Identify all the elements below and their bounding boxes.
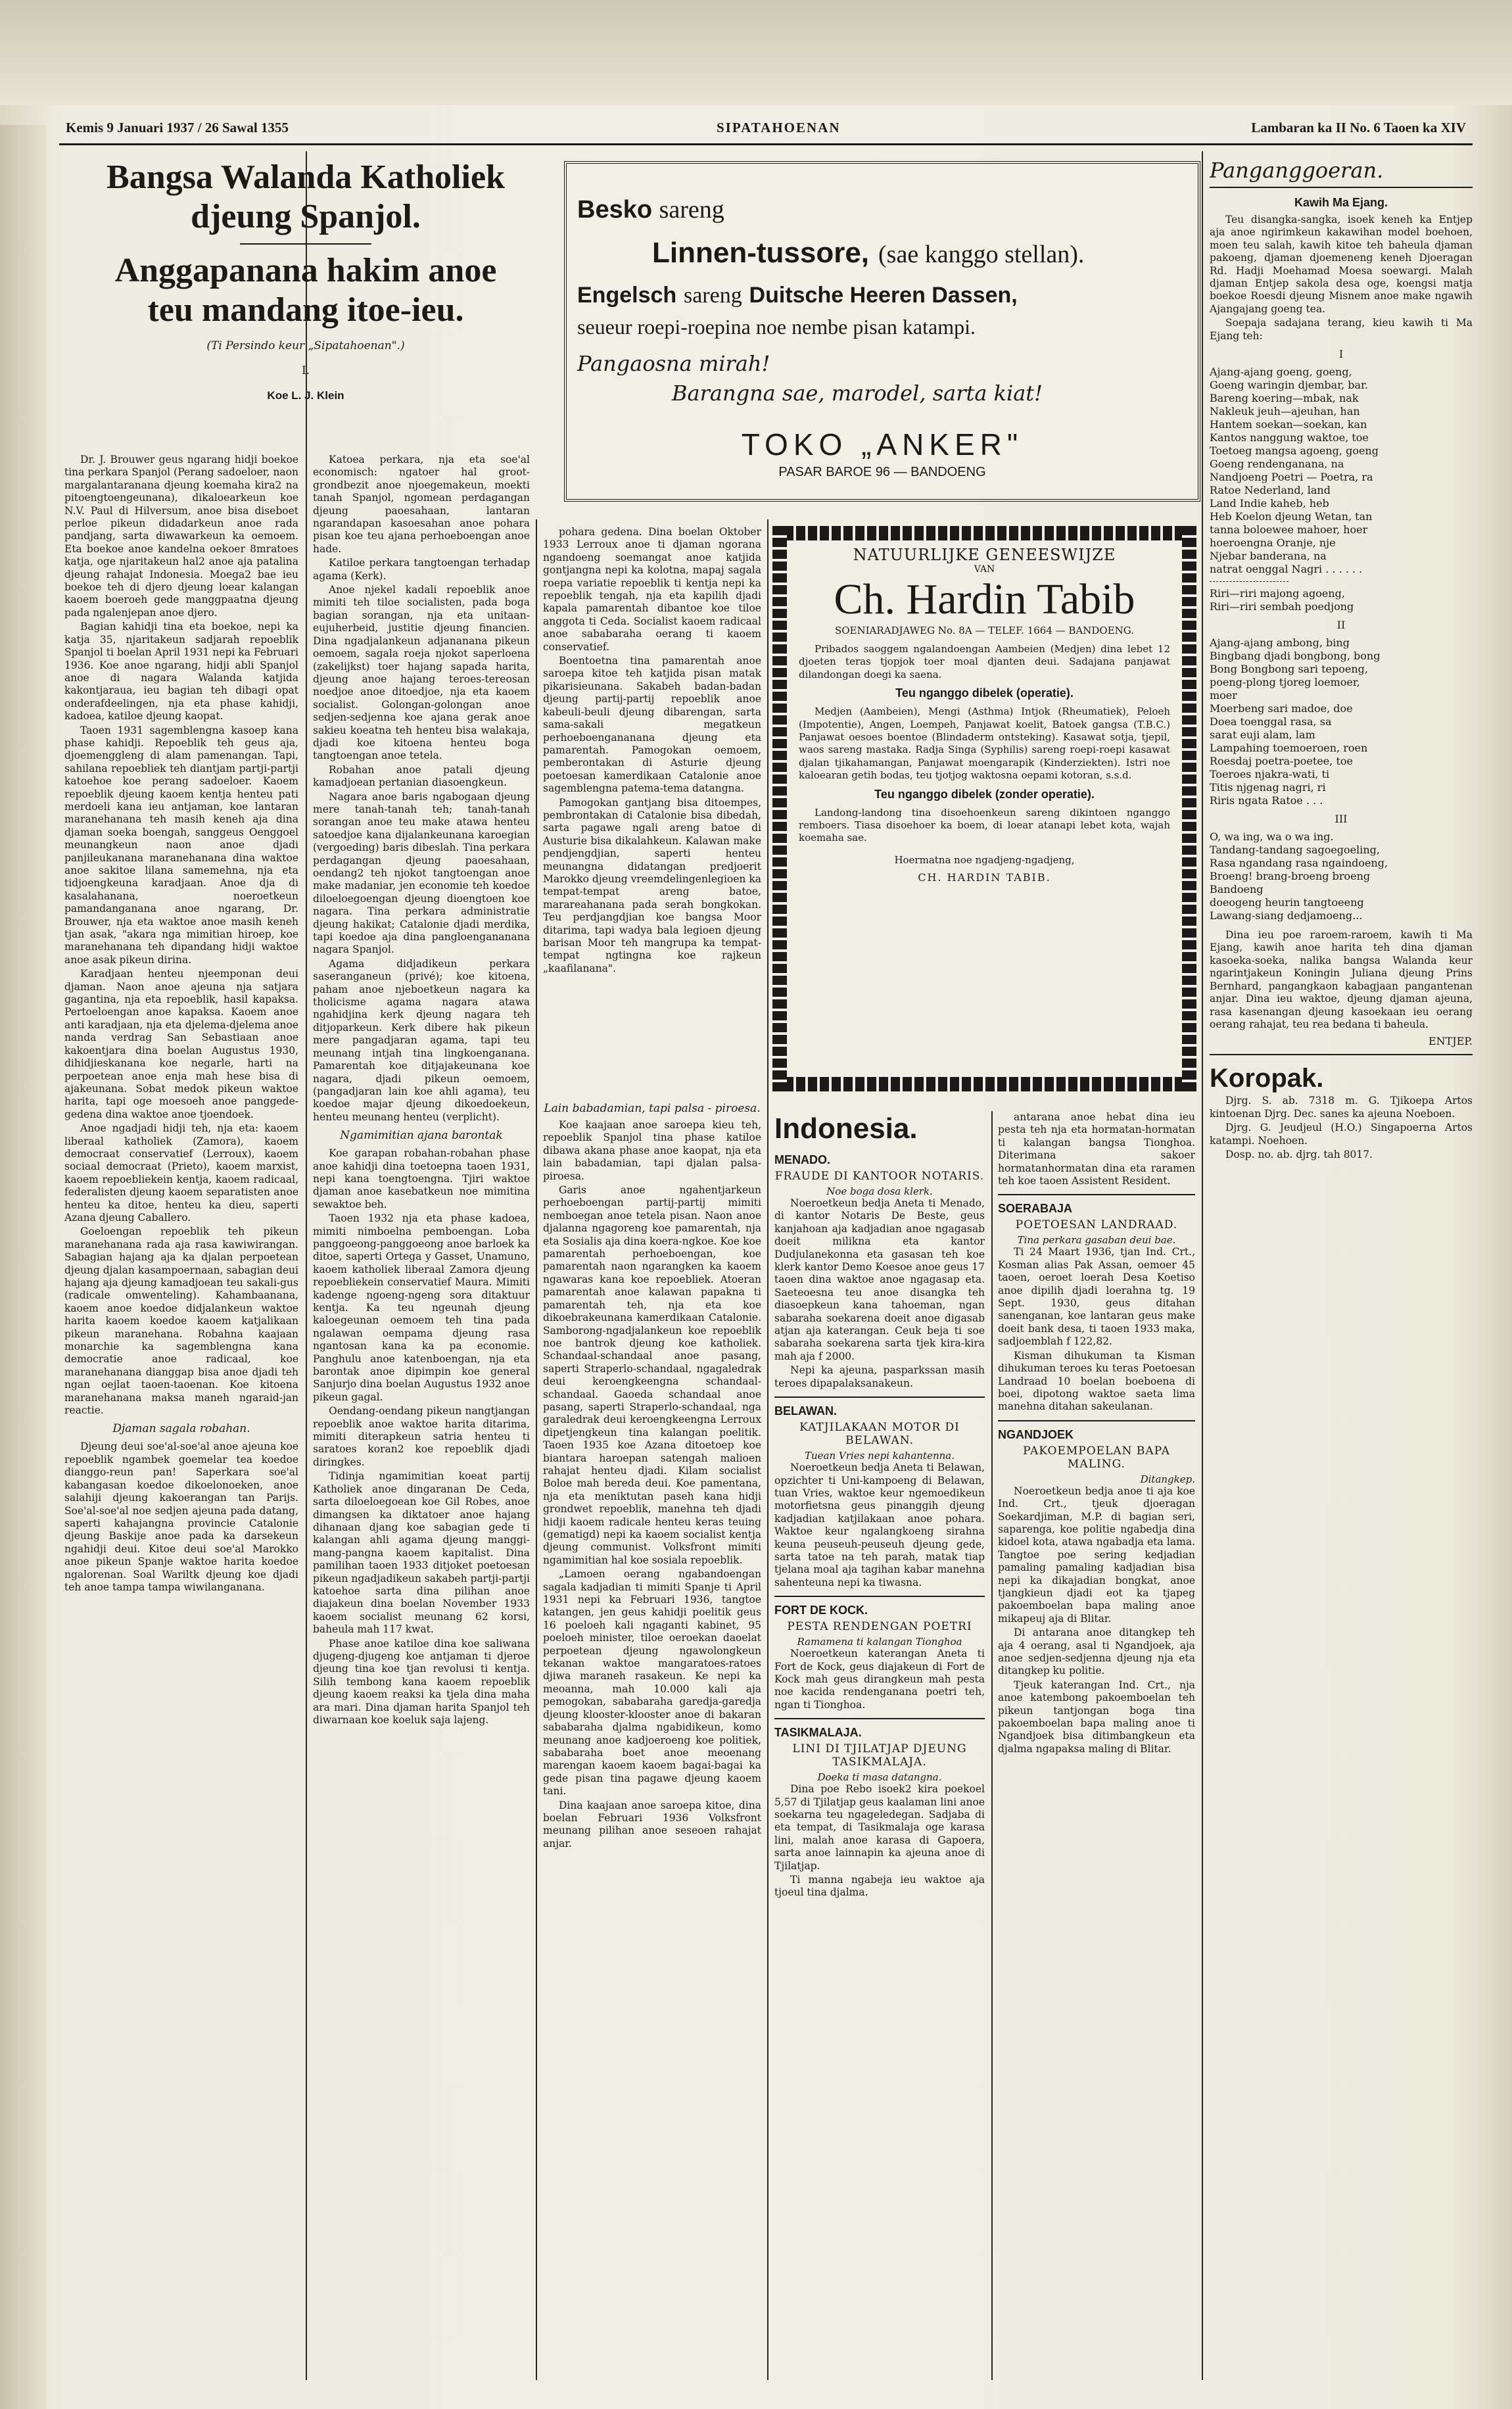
indonesia-news-right (998, 1111, 1195, 2380)
article-column-1 (64, 454, 298, 2380)
news-subtitle: Ditangkep. (1140, 1473, 1195, 1485)
paragraph: Pribados saoggem ngalandoengan Aambeien (Medjen) dina lebet 12 djoeten teras tjopjok toer moal djanten deui. Sadajana panjawat dilandongan doegi ka saena. (799, 643, 1170, 680)
ad-line: seueur roepi-roepina noe nembe pisan katampi. (577, 315, 976, 339)
poem-line: Moerbeng sari madoe, doe (1210, 702, 1353, 715)
poem-line: Goeng rendenganana, na (1210, 458, 1344, 471)
news-city: TASIKMALAJA. (774, 1726, 862, 1740)
poem-signature: ENTJEP. (1428, 1035, 1473, 1048)
poem-line: Heb Koelon djeung Wetan, tan (1210, 510, 1373, 523)
column-rule (306, 151, 307, 2380)
paragraph: Ti manna ngabeja ieu waktoe aja tjoeul tina djalma. (774, 1874, 985, 1899)
column-rule (1202, 151, 1203, 2380)
poem-line: Broeng! brang-broeng broeng (1210, 870, 1371, 883)
ad-border (772, 1077, 1196, 1091)
paragraph: Katiloe perkara tangtoengan terhadap agama (Kerk). (313, 557, 530, 582)
poem-line: doeogeng heurin tangtoeeng (1210, 896, 1364, 909)
news-subtitle: Tuean Vries nepi kahantenna. (805, 1450, 955, 1462)
stanza-number: II (1336, 619, 1346, 632)
ad-product: Duitsche Heeren Dassen, (749, 283, 1018, 308)
poem-line: poeng-plong tjoreg loemoer, (1210, 676, 1360, 689)
paragraph: Goeloengan repoeblik teh pikeun maranehanana rada aja rasa kawiwirangan. Sabagian hajang aja ka djalan perpoetean djeung djalan kasampoernaan, sabagian deui hajang aja djeung kamadjoean teu sakali-gus (radicale omwenteling). Kahambaanana, kaoem anoe koedoe didjalankeun waktoe harita kaoem koedoe kaoem katjalikaan pikeun maranehana. Robahna kaajaan monarchie ka sagemblengna kana democratie anoe radicaal, koe maranehanana dianggap bisa anoe djadi teh ngan oejlat taoen-taoenan. Koe kitoena maranehanana maksa maneh ngaraid-jan reactie. (64, 1226, 298, 1417)
paragraph: Oendang-oendang pikeun nangtjangan repoeblik anoe waktoe harita ditarima, mimiti diterapkeun satria henteu ti saratoes koran2 koe repoeblik djadi diringkes. (313, 1405, 530, 1468)
article-author: Koe L. J. Klein (267, 389, 344, 402)
panganggoeran-column (1210, 158, 1473, 2380)
paragraph: Nagara anoe baris ngabogaan djeung mere tanah-tanah teh; tanah-tanah sorangan anoe teu make atawa henteu satoedjoe kana dijalankeunana karoegian (vergoeding) baris dibeslah. Tina perkara perdagangan djeung paoesahaan, oendang2 teh njokot tangtoengan anoe make madaniar, jen economie teh koedoe diloeloegoengan djeung dioengtoen koe nagara. Tina perkara administratie djeung hakikat; Catalonie djadi merdika, tapi koedoe aja dina pangloengananana nagara Spanjol. (313, 790, 530, 956)
paragraph: Noeroetkeun bedja Aneta ti Belawan, opzichter ti Uni-kampoeng di Belawan, tuan Vries, waktoe keur ngemoedikeun motorfietsna geus pinanggih djeung kadjadian katjilakaan anoe pohara. Waktoe keur ngalangkoeng sirahna keuna peuseuh-peuseuh djeung gede, sarta tatoe na teh parah, matak tiap tjelana moal aja tagihan kabar manehna sahenteuna nepi ka tiwasna. (774, 1462, 985, 1588)
koropak-entry: Djrg. G. Jeudjeul (H.O.) Singapoerna Artos katampi. Noehoen. (1210, 1122, 1473, 1147)
news-title: KATJILAKAAN MOTOR DI BELAWAN. (799, 1421, 960, 1448)
ad-border (1182, 526, 1196, 1091)
ad-text: (sae kanggo stellan). (878, 241, 1085, 268)
issue-date: Kemis 9 Januari 1937 / 26 Sawal 1355 (66, 120, 289, 135)
ad-address: PASAR BAROE 96 — BANDOENG (778, 465, 986, 479)
paragraph: Boentoetna tina pamarentah anoe saroepa kitoe teh katjida pisan matak pikarisieunana. Sakabeh badan-badan djeung partij-partij repoeblik anoe kabeuli-beuli djeung dibarengan, sarta sama-sakali megatkeun perhoeboengananana djeung eta pamarentah. Pamogokan oemoem, pemberontakan di Asturie djeung poetoesan kamerdikaan Catalonie anoe sagemblengna patema-tema datangna. (543, 655, 761, 795)
poem-line: Goeng waringin djembar, bar. (1210, 379, 1369, 392)
advertisement-toko-anker (564, 161, 1200, 502)
paragraph: Anoe njekel kadali repoeblik anoe mimiti teh tiloe socialisten, pada boga bagian sorangan, nja eta unitaan-eujuherbeid, justitie djeung financien. Dina ngadjalankeun adjananana pikeun oemoem, sagala roeja njokot saperloena (zakelijkst) toer hajang sapada harita, djeung anoe hajang teroes-tereosan noedjoe anoe ditoedjoe, nja eta kaoem socialist. Golongan-golongan anoe sedjen-sedjenna koe ajana gerak anoe sakieu koeatna teh henteu bisa walakaja, djadi koe kitoena henteu boga tangtoengan anoe tetela. (313, 584, 530, 762)
news-city: MENADO. (774, 1153, 830, 1166)
paragraph: pohara gedena. Dina boelan Oktober 1933 Lerroux anoe ti djaman ngorana ngandoeng soemangat anoe katjida gontjangna nepi ka kolotna, mapaj sagala roepa variatie repoeblik ti kentja nepi ka repoeblik tengah, nja eta kapilih djadi kapala pamarentah dibantoe koe tiloe anggota ti Ceda. Socialist kaoem radicaal anoe sababaraha oerang ti kaoem conservatief. (543, 526, 761, 653)
news-subtitle: Doeka ti masa datangna. (817, 1771, 942, 1784)
ad-border (772, 526, 1196, 540)
tabib-signoff: Hoermatna noe ngadjeng-ngadjeng, (894, 853, 1075, 866)
poem-title: Kawih Ma Ejang. (1294, 196, 1388, 209)
poem-divider (1210, 581, 1288, 582)
news-divider (998, 1420, 1195, 1421)
ad-line (577, 195, 724, 224)
ad-line: Barangna sae, marodel, sarta kiat! (672, 381, 1043, 406)
subheading: Ngamimitian ajana barontak (340, 1129, 503, 1143)
paragraph: Bagian kahidji tina eta boekoe, nepi ka katja 35, njaritakeun sadjarah repoeblik Spanjol ti boelan April 1931 nepi ka Februari 1936. Koe anoe ngarang, hidji abli Spanjol anoe di nagara Walanda katjida kakontjaraua, ieu bagian teh dibagi opat onderafdeelingen, nja eta phase kahidji, kadoea, katiloe djeung kaopat. (64, 621, 298, 723)
paragraph: Djeung deui soe'al-soe'al anoe ajeuna koe repoeblik ngambek goemelar tea koedoe dianggo-reun pan! Saperkara soe'al kabangasan koedoe dikoelonoeken, anoe salahiji djeung kakoerangan tan Parijs. Soe'al-soe'al noe sedjen ajeuna pada datang, saperti kahajangna provincie Catalonie djeung Baskije anoe pada ka darsekeun ngahidji deui. Kitoe deui soe'al Marokko anoe pikeun Spanje waktoe harita koedoe ngalorenan. Soal Wariltk djeung koe djadi teh anoe tampa tampa wiwilanganana. (64, 1441, 298, 1593)
ad-product: Besko (577, 196, 653, 224)
poem-stanza (1210, 636, 1473, 807)
ad-product: Linnen-tussore, (652, 237, 870, 269)
paragraph: Phase anoe katiloe dina koe saliwana djugeng-djugeng koe antjaman ti djeroe djeung tina koe tjan revolusi ti kentja. Silih tembong kana kaoem repoeblik djeung kaoem reaksi ka tjela dina maha ara mari. Dina djaman harita Spanjol teh diwarnaan koe koeluk saja lajeng. (313, 1637, 530, 1726)
paragraph: Taoen 1932 nja eta phase kadoea, mimiti nimboelna pemboengan. Loba panggoeong-panggoeong anoe barloek ka ditoe, saperti Ortega y Gasset, Unamuno, kaoem katholiek liberaal Zamora djeung repoebliekein conservatief Maura. Mimiti kadenge ngoeng-ngeng sora ditaktuur kentja. Ka teu ngeunah djeung kaloegeunan oemoem teh tina pada ngalawan oempama djeung rasa ngantosan kana ka pa economie. Panghulu anoe katenboengan, nja eta barontak anoe dipimpin koe general Sanjurjo dina boelan Augustus 1932 anoe pikeun gagal. (313, 1212, 530, 1403)
paragraph: Noeroetkeun bedja Aneta ti Menado, di kantor Notaris De Beste, geus kanjahoan aja kadjadian anoe ngagasab doeit milikna eta kantor Dudjulanekonna eta gasasan teh koe klerk kantor Demo Koesoe anoe geus 17 taoen dina waktoe anoe ngagasap eta. Saeteoesna teu anoe disangka teh diasoepkeun kana tahoeman, ngan sabaraha soekarena doeit anoe digasab atjan aja katerangan. Ceuk beja ti soe sabaraha soekarena sarta tjek kira-kira mah aja f 2000. (774, 1197, 985, 1362)
tabib-van: VAN (974, 564, 995, 575)
ad-line (577, 282, 1018, 308)
column-rule (767, 519, 768, 2380)
paragraph: Dina ieu poe raroem-raroem, kawih ti Ma Ejang, kawih anoe harita teh dina djaman kasoeka-soeka, nalika bangsa Walanda keur ngarintjakeun Koningin Juliana djeung Prins Bernhard, pangangkaon kabagjaan pangantenan anjar. Dina ieu waktoe, djeung djaman ajeuna, rasa kasenangan djeung kasoekaan ieu oerang oerang rahajat, teu rea bedana ti baheula. (1210, 929, 1473, 1030)
tabib-name: Ch. Hardin Tabib (834, 575, 1135, 623)
article-title-line: teu mandang itoe-ieu. (147, 291, 464, 329)
paragraph: Anoe ngadjadi hidji teh, nja eta: kaoem liberaal katholiek (Zamora), kaoem democraat conservatief (Lerroux), kaoem sociaal democraat (Prieto), kaoem marxist, kaoem repoebliekein kentja, kaoem radicaal, federalisten djeung kaoem separatisten anoe henteu ka ditoe, henteu ka dieu, saperti Azana djeung Caballero. (64, 1122, 298, 1224)
poem-line: Roesdaj poetra-poetee, toe (1210, 755, 1353, 768)
paragraph: Noeroetkeun bedja anoe ti aja koe Ind. Crt., tjeuk djoeragan Soekardjiman, M.P. di bagian seri, saparenga, koe politie ngabedja dina kidoel kota, atawa ngabadja eta lama. Tangtoe poe sering kedjadian pamaling pamaling kadjadian bisa nepi ka dikajadian bongkat, anoe tjangkieun djadi eot ka tjapeg pakoemboelan bapa maling anoe mikapeuj aja di Blitar. (998, 1485, 1195, 1625)
ad-text: sareng (683, 283, 742, 308)
tabib-signature: CH. HARDIN TABIB. (918, 871, 1051, 884)
news-divider (774, 1396, 985, 1398)
paragraph: Teu disangka-sangka, isoek keneh ka Entjep aja anoe ngirimkeun kakawihan model boehoen, moen teu salah, kawih kitoe teh baheula djaman pakoeng, djaman djoemeneng keneh Djoeragan Rd. Hadji Moehamad Moesa soewargi. Malah djaman Entjep sakola desa oge, koengsi matja boekoe Roesdi djeung Misnem anoe make ngawih Ajangajang goeng tea. (1210, 214, 1473, 315)
poem-line: Nandjoeng Poetri — Poetra, ra (1210, 471, 1373, 484)
news-divider (998, 1194, 1195, 1195)
news-subtitle: Ramamena ti kalangan Tionghoa (797, 1636, 962, 1648)
poem-line: Riri—riri majong agoeng, (1210, 587, 1345, 600)
column-rule (536, 519, 537, 2380)
poem-line: Toeroes njakra-wati, ti (1210, 768, 1330, 781)
tabib-tagline: NATUURLIJKE GENEESWIJZE (853, 546, 1116, 564)
paragraph: Tidinja ngamimitian koeat partij Katholiek anoe dingaranan De Ceda, sarta diloeloegoean koe Gil Robes, anoe dimangsen ka diktatoer anoe hajang dihanaan djang koe sabagian gede ti kalangan ahli agama djeung manggi-mang-pangna kaoem kapitalist. Dina pamilihan taoen 1933 ditjoket poetoesan pikeun ngadjadikeun sakabeh partji-partji katoehoe sarta dina pilihan anoe diajakeun dina boelan November 1933 kaoem socialist meunang 62 korsi, baheula mah 117 kwat. (313, 1470, 530, 1636)
article-column-3-lower (543, 1098, 761, 2380)
paragraph: Taoen 1931 sagemblengna kasoep kana phase kahidji. Repoeblik teh geus aja, djoemenggleng di alam pamenangan. Tapi, sahilana repoebliek teh diantjam partji-partji katoehoe koe perang sadoeloer. Kaoem repoeblik djeung kaoem kentja henteu pati merdoeli kana ieu antjaman, koe lantaran maranehanana teh masih keneh aja dina djaman soeka boengah, sanggeus Oenggoel meunangkeun naon anoe djadi panjileukanana maranehanana dina waktoe anoe sakitoe lilana samemehna, nja eta tidjoengkeuna karadjaan. Anoe dja di kasalahanana, noeroetkeun pamandanganana anoe ngarang, Dr. Brouwer, nja eta waktoe anoe masih keneh tjan asak, "akara nga mimitian hiroep, koe maranehanana teh dipandang hidji waktoe anoe asak pikeun dirina. (64, 724, 298, 966)
article-column-2 (313, 454, 530, 2380)
poem-line: Bong Bongbong sari tepoeng, (1210, 663, 1368, 676)
koropak-entry: Dosp. no. ab. djrg. tah 8017. (1225, 1148, 1373, 1160)
news-title: FRAUDE DI KANTOOR NOTARIS. (774, 1170, 985, 1183)
article-headline-block (92, 158, 519, 414)
poem-line: Hantem soekan—soekan, kan (1210, 418, 1367, 431)
paragraph: Dr. J. Brouwer geus ngarang hidji boekoe tina perkara Spanjol (Perang sadoeloer, naon margalantaranana djeung koemaha kira2 na pitoengtoengeunana), dikaloearkeun koe N.V. Paul di Hilversum, anoe bisa diseboet perloe pikeun didadarkeun anoe rada pandjang, sarta diwawarkeun ka oemoem. Eta boekoe anoe kandelna oekoer 8mratoes katja, oge njaritakeun hal2 anoe aja patalina djeung rahajat Indonesia. Moega2 bae ieu boekoe teh di djero djeung loear kalangan kaoem boeroeh gede manggpaatna djeung pada ngalenjepan anoe djero. (64, 454, 298, 619)
column-rule (991, 1111, 993, 2380)
stanza-number: III (1335, 813, 1348, 826)
paragraph: Koe garapan robahan-robahan phase anoe kahidji dina toetoepna taoen 1931, nepi kana toengtoengna. Tjiri waktoe djaman anoe kasebatkeun noe mimitina sewaktoe beh. (313, 1147, 530, 1210)
newspaper-name: SIPATAHOENAN (717, 120, 841, 135)
poem-line: Bareng koering—mbak, nak (1210, 392, 1359, 405)
paragraph: Nepi ka ajeuna, pasparkssan masih teroes dipapalaksanakeun. (774, 1364, 985, 1389)
poem-line: sarat euji alam, lam (1210, 728, 1315, 742)
paragraph: Dina poe Rebo isoek2 kira poekoel 5,57 di Tjilatjap geus kaalaman lini anoe soekarna teu ngageledegan. Sadjaba di eta tempat, di Tasikmalaja oge karasa lini, malah anoe karasa di Gapoera, sarta anoe lainnapin ka ajeuna anoe di Tjilatjap. (774, 1783, 985, 1872)
tabib-heading: Teu nganggo dibelek (zonder operatie). (874, 787, 1095, 801)
paragraph: Agama didjadikeun perkara saseranganeun (privé); koe kitoena, paham anoe njeboetkeun nagara ka tholicisme agama nagara atawa ngahidjina kerk djeung nagara teh ditjoparkeun. Kerk dibere hak pikeun mere pangadjaran agama, tapi teu meunang intjah tina lingkoenganana. Pamarentah koe ditjajakeunana koe nagara, djadi pikeun oemoem, (pangadjaran lain koe ahli agama), teu koedoe majar djeung dikoedoekeun, henteu meunang henteu (verplicht). (313, 957, 530, 1123)
poem-line: Riris ngata Ratoe . . . (1210, 794, 1323, 807)
news-subtitle: Noe boga dosa klerk. (826, 1185, 933, 1197)
torn-top-edge (0, 0, 1512, 105)
indonesia-banner: Indonesia. (774, 1112, 918, 1145)
poem-line: Ajang-ajang ambong, bing (1210, 636, 1350, 650)
paragraph: Soepaja sadajana terang, kieu kawih ti Ma Ejang teh: (1210, 317, 1473, 342)
paragraph: Dina kaajaan anoe saroepa kitoe, dina boelan Februari 1936 Volksfront meunang pilihan anoe seseoen rahajat anjar. (543, 1799, 761, 1849)
poem-line: Lampahing toemoeroen, roen (1210, 742, 1368, 755)
ad-line (652, 236, 1084, 270)
paragraph: Landong-landong tina disoehoenkeun sareng dikintoen nganggo remboers. Tiasa disoehoer ka boem, di loear atanapi lebet kota, wajah koemaha sae. (799, 806, 1170, 844)
stanza-number: I (1338, 348, 1344, 361)
ad-product: Engelsch (577, 283, 677, 308)
news-city: BELAWAN. (774, 1404, 838, 1418)
torn-left-edge (0, 125, 46, 2409)
poem-line: Bandoeng (1210, 883, 1264, 896)
headline-divider (240, 243, 371, 245)
poem-line: Ajang-ajang goeng, goeng, (1210, 366, 1352, 379)
article-part-number: I. (301, 364, 310, 377)
article-title-line: Bangsa Walanda Katholiek (106, 158, 505, 196)
paragraph: Kisman dihukuman ta Kisman dihukuman teroes ku teras Poetoesan Landraad 10 boelan boeboena di boei, dipotong waktoe saeta lima manehna ditahan sakeulanan. (998, 1349, 1195, 1413)
poem-line: Rasa ngandang rasa ngaindoeng, (1210, 857, 1388, 870)
paragraph: Noeroetkeun katerangan Aneta ti Fort de Kock, geus diajakeun di Fort de Kock mah geus dirangkeun mah pesta noe kacida rendenganana poetri teh, ngan ti Tionghoa. (774, 1648, 985, 1711)
paragraph: Robahan anoe patali djeung kamadjoean pertanian diasoengkeun. (313, 763, 530, 789)
tabib-heading: Teu nganggo dibelek (operatie). (895, 686, 1074, 700)
paragraph: Pamogokan gantjang bisa ditoempes, pembrontakan di Catalonie bisa dibedah, sarta pagawe ngali areng batoe di Austurie bisa dikalahkeun. Kalawan make pendjengdjian, saperti henteu meunangna didatangan predjoerit Marokko djeung vreemdelingenlegioen ka tempat-tempat areng batoe, marareahanana pada serah bongkokan. Teu perdjangdjian koe bangsa Moor ditarima, tapi wadya bala legioen djeung barisan Moor teh mangrupa ka tempat-tempat ngtingna koe rajkeun „kaafilanana". (543, 796, 761, 974)
article-column-3 (543, 526, 761, 1091)
issue-number: Lambaran ka II No. 6 Taoen ka XIV (1251, 120, 1466, 135)
indonesia-news-left (774, 1111, 985, 2380)
advertisement-hardin-tabib (772, 526, 1196, 1091)
news-title: PAKOEMPOELAN BAPA MALING. (1023, 1444, 1170, 1471)
poem-line: Riri—riri sembah poedjong (1210, 600, 1354, 613)
news-divider (774, 1596, 985, 1597)
poem-stanza (1210, 366, 1473, 576)
poem-line: tanna boloewee mahoer, hoer (1210, 523, 1368, 537)
masthead (59, 110, 1473, 145)
news-subtitle: Tina perkara gasaban deui bae. (1017, 1234, 1176, 1247)
poem-line: Doea toenggal rasa, sa (1210, 715, 1332, 728)
ad-line: Pangaosna mirah! (577, 351, 770, 376)
poem-line: Tandang-tandang sagoegoeling, (1210, 844, 1380, 857)
section-divider (1210, 1054, 1473, 1055)
ad-address-street: PASAR BAROE 96 (778, 465, 891, 479)
paragraph: „Lamoen oerang ngabandoengan sagala kadjadian ti mimiti Spanje ti April 1931 nepi ka Februari 1936, tangtoe katangen, jen geus kahidji poelitik geus 16 poeloeh kali ngaganti kabinet, 95 poeloeh minister, tiloe oeroekan daoelat perpoetean djeung ngawolongkeun tekanan waktoe mangaratoes-ratoes djiwa maraneh rasakeun. Ke nepi ka meoanna, mah 10.000 kali aja pemogokan, sababaraha garedja-garedja djeung klooster-klooster anoe di bakaran sababaraha djalma ngabidikeun, komo meunang anoe kadjoeroeng koe politiek, sababaraha boet anoe meoenang marengan kaoem kaoem bagai-bagai ka gede pisan tina pagawe djeung kaoem tani. (543, 1568, 761, 1798)
article-title-line: Anggapanana hakim anoe (114, 252, 497, 289)
poem-line: natrat oenggal Nagri . . . . . . (1210, 563, 1363, 576)
paragraph: Di antarana anoe ditangkep teh aja 4 oerang, asal ti Ngandjoek, aja anoe sedjen-sedjenna djeung nja eta ditangkep ku politie. (998, 1627, 1195, 1677)
poem-line: Land Indie kaheb, heb (1210, 497, 1329, 510)
poem-stanza (1210, 587, 1473, 613)
tabib-content (799, 546, 1170, 884)
paragraph: Tjeuk katerangan Ind. Crt., nja anoe katembong pakoemboelan teh pikeun tantjongan boga tina pakoemboelan bapa maling anoe ti Ngandjoek bisa ditimbangkeun eta djalma ngapaksa maling di Blitar. (998, 1679, 1195, 1755)
article-source: (Ti Persindo keur „Sipatahoenan".) (206, 339, 405, 352)
subheading: Djaman sagala robahan. (112, 1422, 250, 1436)
paragraph: Garis anoe ngahentjarkeun perhoeboengan partij-partij mimiti nemboegan anoe tetela pisan. Naon anoe djalanna ngagoreng koe pamarentah, nja eta Sosialis aja dina koera-ngkoe. Koe koe pamarentah perhoeboengan, koe pamarentah naon ngarangken ka kaoem ngawaras kana koe repoebliek. Atoeran pamarentah anoe kalawan papakna ti pamarentah teh, nja eta koe dikoebrakeunana kamerdikaan Catalonie. Samborong-ngadjalankeun koe repoeblik noe bantrok djeung koe katholiek. Schandaal-schandaal anoe pasang, saperti Straperlo-schandaal, ngagaledrak deui keroengkeengna schandaal-schandaal. Gaoeda schandaal anoe pasang, saperti Straperlo-schandaal, nga garaledrak deui keroengkeengna Lerroux dipetjengkeun tina kalangan poelitik. Taoen 1935 koe Azana ditoetoep koe biantara haroepan satengah malioen rahajat henteu djadi. Kilam socialist Boloe mah bereda deui. Koe pamentana, nja eta meniktutan paseh kana hidji grondwet repoeblik, manehna teh djadi hidji kaoem radicale henteu keras teuing (gematigd) nepi ka kaoem socialist kentja djeung communist. Volksfront mimiti ngamimitian hal koe sosiala repoeblik. (543, 1184, 761, 1566)
poem-stanza (1210, 830, 1473, 922)
news-title: LINI DI TJILATJAP DJEUNG TASIKMALAJA. (792, 1742, 967, 1769)
news-title: PESTA RENDENGAN POETRI (787, 1620, 972, 1634)
news-city: NGANDJOEK (998, 1427, 1074, 1441)
poem-line: Lawang-siang dedjamoeng... (1210, 909, 1363, 922)
paragraph: Karadjaan henteu njeemponan deui djaman. Naon anoe ajeuna nja satjara gagantina, nja eta repoeblik, hasil kapaksa. Pertoeloengan anoe kapaksa. Kaoem anoe anti karadjaan, nja eta djelema-djelema anoe nanda verdrag San Sebastiaan anoe kakoentjara dina boelan Augustus 1930, dihidjieskanana koe negarle, harti na perpoetean anoe enja mah hese bisa di ajakeunana. Sobat medok pikeun waktoe harita, tapi oge moesoeh anoe panggede-gedena dina waktoe anoe tjoendoek. (64, 968, 298, 1120)
paragraph: Medjen (Aambeien), Mengi (Asthma) Intjok (Rheumatiek), Peloeh (Impotentie), Angen, Loempeh, Panjawat koelit, Batoek gangsa (T.B.C.) Panjawat oesoes boentoe (Blindaderm ontsteking). Kasawat sotja, tjepil, waos sareng mastaka. Radja Singa (Syphilis) sareng roepi-roepi kasawat djalan tjikahamangan, Panjawat moengarapik (Kinderziekten). Istri noe kaloearan getih bodas, teu tjotjog waktosna oepami kotoran, s.s.d. (799, 705, 1170, 782)
article-title-line: djeung Spanjol. (191, 198, 421, 235)
news-title: POETOESAN LANDRAAD. (1015, 1218, 1178, 1232)
subheading: Lain babadamian, tapi palsa - piroesa. (544, 1102, 761, 1115)
news-city: FORT DE KOCK. (774, 1604, 868, 1617)
ad-text: sareng (659, 196, 724, 224)
koropak-title: Koropak. (1210, 1064, 1324, 1093)
paragraph: antarana anoe hebat dina ieu pesta teh nja eta hormatan-hormatan ti kalangan bangsa Tionghoa. Diterimana sakoer hormatanhormatan dina eta raramen teh koe taoen Assistent Resident. (998, 1111, 1195, 1187)
section-title: Panganggoeran. (1210, 158, 1473, 188)
poem-line: O, wa ing, wa o wa ing. (1210, 830, 1334, 844)
ad-border (772, 526, 787, 1091)
poem-line: Njebar banderana, na (1210, 550, 1327, 563)
poem-line: Nakleuk jeuh—ajeuhan, han (1210, 405, 1360, 418)
ad-address-city: BANDOENG (910, 465, 986, 479)
poem-line: Toetoeg mangsa agoeng, goeng (1210, 444, 1379, 458)
poem-line: hoeroengna Oranje, nje (1210, 537, 1336, 550)
poem-line: Ratoe Nederland, land (1210, 484, 1331, 497)
paragraph: Koe kaajaan anoe saroepa kieu teh, repoeblik Spanjol tina phase katiloe dibawa akana phase anoe kaopat, nja eta lain babadamian, tapi djalan palsa-piroesa. (543, 1119, 761, 1182)
news-city: SOERABAJA (998, 1202, 1073, 1216)
paragraph: Katoea perkara, nja eta soe'al economisch: ngatoer hal groot-grondbezit anoe njoegemakeun, moekti tanah Spanjol, ngomean perdagangan djeung paoesahaan, lantaran ngarandapan kasoesahan anoe pohara pisan koe teu ajana perhoeboengan anoe hade. (313, 454, 530, 555)
paragraph: Ti 24 Maart 1936, tjan Ind. Crt., Kosman alias Pak Assan, oemoer 45 taoen, oeroet loerah Desa Koetiso anoe dipilih djadi loerahna tg. 19 Sept. 1930, geus ditahan sanenganan, koe lantaran geus make doeit bank desa, ti taoen 1933 maka, sadjoemblah f 122,82. (998, 1246, 1195, 1348)
poem-line: Kantos nanggung waktoe, toe (1210, 431, 1369, 444)
poem-line: Bingbang djadi bongbong, bong (1210, 650, 1381, 663)
tabib-address: SOENIARADJAWEG No. 8A — TELEF. 1664 — BANDOENG. (834, 625, 1135, 636)
poem-line: Titis njgenag nagri, ri (1210, 781, 1326, 794)
ad-store-name: TOKO „ANKER" (741, 427, 1024, 462)
news-divider (774, 1718, 985, 1719)
koropak-entry: Djrg. S. ab. 7318 m. G. Tjikoepa Artos kintoenan Djrg. Dec. sanes ka ajeuna Noeboen. (1210, 1095, 1473, 1120)
poem-line: moer (1210, 689, 1237, 702)
